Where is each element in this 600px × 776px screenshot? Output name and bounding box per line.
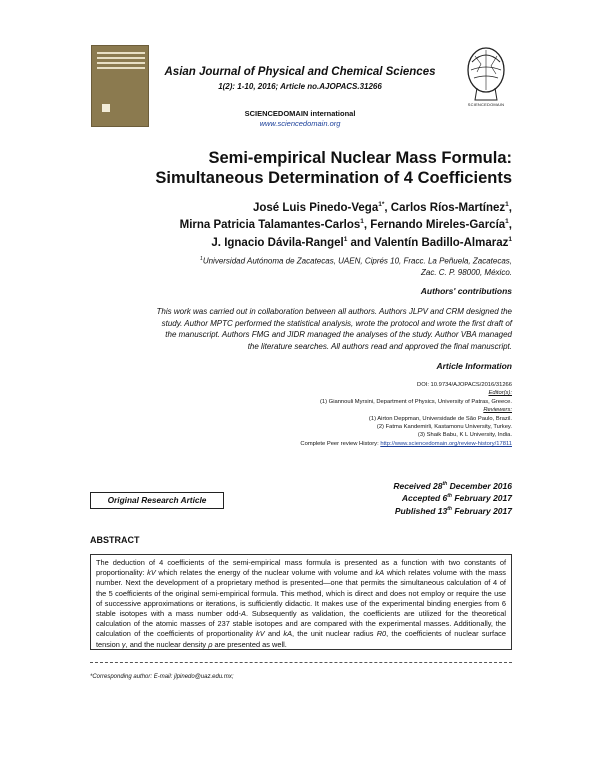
author-1: José Luis Pinedo-Vega bbox=[252, 201, 379, 214]
author-3-sup: 1 bbox=[360, 218, 364, 226]
author-line-3 bbox=[130, 233, 512, 250]
author-list bbox=[130, 198, 512, 250]
symbol-ka: kA bbox=[375, 568, 385, 578]
author-4-sup: 1 bbox=[505, 218, 509, 226]
abstract-s1: The deduction of 4 coefficients of the semi-empirical mass formula is presented as a function with two constants of proportionality: bbox=[96, 558, 506, 578]
abstract-and: and bbox=[264, 629, 284, 639]
author-6-sup: 1 bbox=[508, 235, 512, 243]
affiliation bbox=[120, 254, 512, 279]
abstract-s5: , the unit nuclear radius bbox=[292, 629, 377, 639]
logo-caption: SCIENCEDOMAIN bbox=[467, 102, 505, 107]
abstract-s7: , and the nuclear density bbox=[125, 639, 209, 649]
abstract-heading: ABSTRACT bbox=[90, 535, 140, 545]
symbol-kv: kV bbox=[147, 568, 156, 578]
abstract-s2: which relates the energy of the nuclear volume with volume and bbox=[155, 568, 376, 578]
author-5-sup: 1 bbox=[343, 235, 348, 243]
author-6: and Valentín Badillo-Almaraz bbox=[347, 236, 509, 249]
reviewer-2: (2) Fatma Kandemirli, Kastamonu University, Turkey. bbox=[376, 424, 512, 431]
article-info bbox=[150, 381, 512, 448]
author-2: , Carlos Ríos-Martínez bbox=[384, 201, 506, 214]
affiliation-line-2: Zac. C. P. 98000, México. bbox=[420, 268, 512, 278]
editor-label: Editor(s): bbox=[488, 390, 512, 397]
abstract-s3: which relates volume with the mass number. Next the development of a proprietary method is presented—one that permits the simultaneous calculation of 4 of the 5 coefficients of the original semi-empirical formula. This method, which is direct and does not employ or require the use of successive approximations or iterations, is sufficiently didactic. It makes use of the experimental binding energies from 6 stable isotopes with a mass number odd- bbox=[96, 568, 506, 619]
author-sep: , bbox=[508, 219, 512, 232]
author-3: Mirna Patricia Talamantes-Carlos bbox=[179, 219, 361, 232]
published-date bbox=[300, 504, 512, 516]
symbol-kv-2: kV bbox=[256, 629, 265, 639]
abstract-box bbox=[90, 554, 512, 650]
contributions-heading: Authors' contributions bbox=[420, 286, 512, 296]
article-type-box: Original Research Article bbox=[90, 492, 224, 509]
contrib-line-1: This work was carried out in collaboration between all authors. Authors JLPV and CRM designed the bbox=[156, 307, 512, 316]
symbol-ka-2: kA bbox=[283, 629, 293, 639]
author-2-sup: 1 bbox=[505, 201, 509, 208]
abstract-s8: are presented as well. bbox=[212, 639, 287, 649]
author-1-sup: 1* bbox=[378, 201, 385, 208]
contrib-line-4: the literature searches. All authors read and approved the final manuscript. bbox=[247, 341, 512, 351]
publisher-name: SCIENCEDOMAIN international bbox=[244, 109, 356, 118]
publisher-website[interactable]: www.sciencedomain.org bbox=[259, 119, 341, 128]
contrib-line-2: study. Author MPTC performed the statistical analysis, wrote the protocol and wrote the first draft of bbox=[161, 318, 512, 328]
received-month: December 2016 bbox=[447, 480, 512, 491]
published-text: Published 13 bbox=[394, 505, 448, 516]
publication-dates bbox=[300, 479, 512, 516]
review-history-link[interactable]: http://www.sciencedomain.org/review-history/17811 bbox=[380, 440, 512, 447]
accepted-month: February 2017 bbox=[451, 493, 512, 504]
author-line-1 bbox=[130, 198, 512, 215]
received-date bbox=[300, 479, 512, 491]
received-text: Received 28 bbox=[393, 480, 443, 491]
author-sep: , bbox=[508, 201, 512, 214]
reviewer-1: (1) Airton Deppman, Universidade de São Paulo, Brazil. bbox=[368, 415, 512, 422]
corresponding-author-note: *Corresponding author: E-mail: jlpinedo@uaz.edu.mx; bbox=[90, 674, 234, 680]
accepted-date bbox=[300, 491, 512, 503]
abstract-text bbox=[96, 558, 506, 650]
title-line-1: Semi-empirical Nuclear Mass Formula: bbox=[208, 149, 512, 167]
author-4: , Fernando Mireles-García bbox=[363, 219, 506, 232]
review-history-label: Complete Peer review History: bbox=[300, 440, 381, 447]
received-sup: th bbox=[442, 481, 448, 487]
contrib-line-3: the manuscript. Authors FMG and JIDR managed the analyses of the study. Author VBA managed bbox=[165, 330, 512, 339]
author-line-2 bbox=[130, 215, 512, 232]
accepted-text: Accepted 6 bbox=[401, 493, 448, 504]
abstract-s6: , the coefficients of nuclear surface tension bbox=[96, 629, 506, 649]
symbol-a: A bbox=[241, 609, 246, 619]
author-5: J. Ignacio Dávila-Rangel bbox=[211, 236, 344, 249]
accepted-sup: th bbox=[447, 493, 452, 500]
affiliation-line-1 bbox=[120, 254, 512, 267]
footnote-rule bbox=[90, 662, 512, 663]
published-month: February 2017 bbox=[451, 505, 512, 516]
affiliation-sup: 1 bbox=[200, 256, 203, 262]
review-history bbox=[150, 440, 512, 448]
affiliation-text-1: Universidad Autónoma de Zacatecas, UAEN, Ciprés 10, Fracc. La Peñuela, Zacatecas, bbox=[202, 256, 512, 266]
journal-name: Asian Journal of Physical and Chemical Sciences bbox=[164, 66, 436, 78]
title-line-2: Simultaneous Determination of 4 Coefficients bbox=[155, 169, 512, 187]
abstract-s4: . Subsequently as validation, the coefficients are utilized for the theoretical calculation of the atomic masses of 237 stable isotopes and are compared with the experimental masses. Additionally, the calculation of the coefficients of proportionality bbox=[96, 609, 506, 639]
editor-1: (1) Giannouli Myrsini, Department of Physics, University of Patras, Greece. bbox=[319, 398, 512, 405]
published-sup: th bbox=[447, 505, 452, 512]
paper-title bbox=[100, 148, 512, 188]
reviewer-3: (3) Shaik Babu, K L University, India. bbox=[417, 432, 512, 439]
journal-cover-image bbox=[91, 45, 149, 127]
symbol-rho: ρ bbox=[208, 639, 213, 649]
article-info-heading: Article Information bbox=[436, 361, 512, 371]
reviewers-label: Reviewers: bbox=[483, 407, 512, 414]
volume-line: 1(2): 1-10, 2016; Article no.AJOPACS.31266 bbox=[218, 82, 382, 91]
doi[interactable]: DOI: 10.9734/AJOPACS/2016/31266 bbox=[417, 382, 512, 388]
symbol-r0: R0 bbox=[376, 629, 387, 639]
contributions-text bbox=[90, 306, 512, 352]
symbol-gamma: γ bbox=[121, 639, 126, 649]
